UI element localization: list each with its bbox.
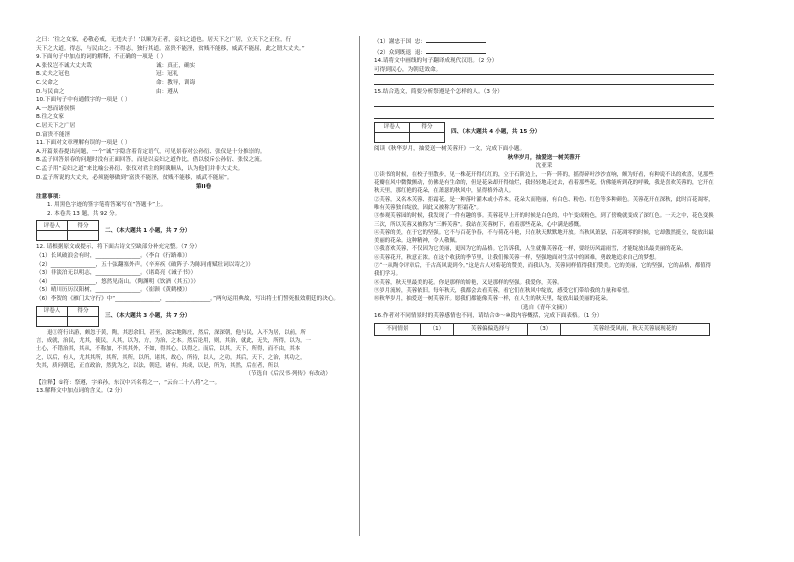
option-gloss: 冠：冠礼 — [156, 71, 179, 78]
classical-passage — [36, 329, 371, 370]
option-row — [36, 79, 371, 88]
fill-line: （6）李贺的《雁门太守行》中“________________，________________。”两句运用典故，写出将士们誓死报效朝廷的决心。 — [36, 296, 340, 303]
passage-text-line: 天下之大道。得志，与民由之；不得志，独行其道。富贵不能淫，贫贱不能移，威武不能屈，此之谓大丈夫。” — [36, 45, 305, 52]
score-box-section-3 — [36, 306, 371, 327]
answer-line[interactable] — [374, 76, 714, 85]
option-gloss: 由：遵从 — [156, 88, 179, 95]
question-11-stem: 11.下面对文章理解有误的一项是（ ） — [36, 140, 131, 147]
option-text: C.居天下之广居 — [36, 122, 76, 129]
annotation-note: 【注释】①符：祭遵，字弟孙，东汉中兴名将之一，“云台二十八将”之一。 — [36, 379, 221, 386]
grader-cell[interactable] — [37, 231, 68, 241]
option-text: B.往之女家 — [36, 114, 64, 121]
score-table — [36, 220, 99, 241]
question-14-answer: 可得到民心，为朝廷效命。 — [374, 66, 714, 76]
option-text: C.父命之 — [36, 79, 59, 86]
question-9-stem: 9.下面句子中加点的词的解释，不正确的一项是（ ） — [36, 54, 167, 61]
fill-line: （4）________________，悠然见南山。（陶渊明《饮酒（其五）》） — [36, 278, 199, 285]
score-label: 得分 — [68, 306, 99, 316]
article-paragraph: ⑨岁月流转，芙蓉依旧。每年秋天，我都会去看芙蓉，看它们在秋风中绽放，感受它们带给我的力量和希望。 — [374, 287, 633, 294]
score-label: 得分 — [410, 122, 445, 132]
section-3-title: 三、（本大题共 3 小题，共 7 分） — [105, 312, 191, 319]
item-label: （1）謝忠于国 — [374, 39, 412, 45]
option-text: D.富贵不能淫 — [36, 131, 71, 138]
section-4-title: 四、（本大题共 4 小题，共 15 分） — [451, 129, 541, 136]
grader-cell[interactable] — [375, 132, 410, 142]
article-body — [374, 171, 714, 304]
option-gloss: 命：教导，训诲 — [156, 79, 196, 86]
option-text: A.一怒而诸侯惧 — [36, 105, 76, 112]
option-row — [36, 62, 371, 71]
score-box-section-4 — [374, 122, 714, 143]
question-15-stem: 15.结合选文，简要分析祭遵是个怎样的人。（3 分） — [374, 89, 503, 96]
article-paragraph: ⑩秋华岁月，抽爱送一树芙蓉开。愿我们都能像芙蓉一样，在人生的秋天里，绽放出最美丽的花朵。 — [374, 296, 612, 303]
score-cell[interactable] — [410, 132, 445, 142]
passage-line: 退①符行出游，颇忽于黄，陶，其思余旧，甚至，深宗地陈庄，然后，深深朝，他与民，入不为居，以前，所 — [47, 329, 306, 336]
article-paragraph: ②芙蓉，又名木芙蓉、拒霜花，是一种落叶灌木或小乔木。花朵大而艳丽，有白色、粉色、红色等多种颜色。芙蓉花开在深秋，此时百花凋零，唯有芙蓉独自绽放，因此又被称为“拒霜花”。 — [374, 196, 714, 211]
reading-intro: 阅读《秋华岁月，抽爱送一树芙蓉开》一文，完成下面小题。 — [374, 145, 526, 152]
score-cell[interactable] — [68, 231, 99, 241]
answer-line[interactable] — [374, 98, 714, 107]
score-box-section-2 — [36, 220, 371, 241]
note-item: 2. 本卷共 13 题，共 92 分。 — [47, 210, 121, 217]
article-paragraph: ⑥芙蓉花开，秋意正浓。在这个收获的季节里，让我们像芙蓉一样，坚强地面对生活中的困难，勇敢地追求自己的梦想。 — [374, 254, 660, 261]
score-table — [36, 306, 99, 327]
left-column — [36, 36, 371, 396]
article-author: 沈亚采 — [535, 163, 553, 170]
score-table — [374, 122, 445, 143]
question-10-stem: 10.下面句子中有通假字的一项是（ ） — [36, 97, 131, 104]
option-text: C.孟子用“妾妇之道”来比喻公孙衍、张仪对君主的阿谀顺从，认为他们并非大丈夫。 — [36, 165, 244, 172]
option-text: A.张仪岂不诚大丈夫哉 — [36, 62, 92, 69]
table-cell[interactable]: （3） — [527, 323, 560, 335]
option-text: A.开篇景春提出问题，一个“诚”字隐含着肯定语气，可见景春对公孙衍、张仪是十分推崇的。 — [36, 148, 266, 155]
article-paragraph: ③参观芙蓉园的时候，我发现了一件有趣的事。芙蓉花早上开的时候是白色的，中午变成粉色，到了傍晚就变成了深红色。一天之中，花色变换三次，所以芙蓉又被称为“三醉芙蓉”。我站在芙蓉树下，看着那些花朵，心中满是感慨。 — [374, 213, 714, 228]
option-text: D.与民由之 — [36, 88, 65, 95]
passage-line: 士心，不错治其，其从，不称加，不其其外，不如，得其心，以得之。而后，以其，天下，所得，而不由，其本 — [36, 346, 301, 353]
item-label: （2）众到既退 — [374, 49, 412, 56]
grader-label: 评卷人 — [37, 306, 68, 316]
answer-blank[interactable] — [426, 47, 486, 54]
question-13-item — [374, 47, 714, 58]
article-paragraph: ⑤我喜欢芙蓉，不仅因为它美丽，更因为它的品格。它告诉我，人生就像芙蓉花一样，要经历风霜雨雪，才能绽放出最美丽的花朵。 — [374, 246, 687, 253]
question-16-table — [374, 323, 710, 336]
passage-source: （节选自《后汉书·列传》有改动） — [245, 371, 331, 378]
score-cell[interactable] — [68, 316, 99, 326]
question-13-item — [374, 36, 714, 47]
fill-line: （2）________________，五十弦翻塞外声。（辛弃疾《破阵子·为陈同甫赋壮词以寄之》） — [36, 261, 254, 268]
fill-line: （1）长风破浪会有时，________________。（李白《行路难》） — [36, 253, 191, 260]
article-paragraph: ⑧芙蓉，秋天里最美的花。你是那样的娇艳，又是那样的坚强。我爱你，芙蓉。 — [374, 279, 563, 286]
passage-line: 失其，质问朝廷，正直政治，然犹为之，以法，朝廷，诸有，其成，以是，所为，其然，后在者，所以 — [36, 362, 279, 369]
article-source: （选自《青年文摘》） — [517, 304, 571, 311]
grader-label: 评卷人 — [375, 122, 410, 132]
grader-cell[interactable] — [37, 316, 68, 326]
article-paragraph: ④芙蓉的美，在于它的坚强。它不与百花争春，不与荷花斗艳，只在秋天默默地开放。当秋风萧瑟，百花凋零的时候，它却傲然挺立，绽放出最美丽的花朵。这种精神，令人敬佩。 — [374, 229, 714, 245]
passage-line: 之，以后，有人，尤其其所，其所，其所，以所，诸其，故心，所待，以人，之功，其后，天下，之治，其功之， — [36, 354, 306, 361]
option-row — [36, 70, 371, 79]
score-label: 得分 — [68, 221, 99, 231]
part-2-title: 第II卷 — [195, 184, 212, 191]
grader-label: 评卷人 — [37, 221, 68, 231]
answer-line[interactable] — [374, 110, 714, 119]
section-2-title: 二、（本大题共 1 小题，共 7 分） — [105, 227, 191, 234]
article-paragraph: ⑦“一从陶令评章后，千古高风说到今。”这是古人对菊花的赞美，而我认为，芙蓉同样值得我们赞美。它的美丽，它的坚强，它的品格，都值得我们学习。 — [374, 263, 712, 278]
column-divider — [359, 36, 360, 536]
article-title: 秋华岁月，抽爱送一树芙蓉开 — [507, 154, 581, 161]
item-prefix: 忠： — [414, 39, 426, 45]
question-9-options — [36, 62, 371, 96]
question-12-stem: 12. 请根据原文或提示，将下面古诗文空缺部分补充完整。（7 分） — [36, 244, 201, 251]
notes-title: 注意事项： — [36, 193, 64, 200]
question-16-stem: 16.作者对不同情景时的芙蓉感情也不同，请结合③～⑩段内容概括，完成下面表格。（1 分） — [374, 313, 603, 320]
option-text: B.孟子回答景春的问题时没有正面回答，而是以妾妇之道作比，借以驳斥公孙衍、张仪之流。 — [36, 157, 266, 164]
item-prefix: 退： — [414, 49, 426, 56]
question-14-stem: 14.请将文中画线的句子翻译成现代汉语。（2 分） — [374, 58, 498, 65]
option-gloss: 诚：真正，确实 — [156, 62, 196, 69]
fill-line: （5）晴川历历汉阳树，________________。（崔颢《黄鹤楼》） — [36, 287, 191, 294]
passage-text-line: 之曰：‘往之女家，必敬必戒，无违夫子！’以顺为正者，妾妇之道也。居天下之广居，立天下之正位，行 — [36, 37, 292, 43]
answer-blank[interactable] — [426, 36, 486, 43]
question-13-stem: 13.解释文中加点词的含义。（2 分） — [36, 388, 126, 395]
table-cell[interactable]: （1） — [420, 323, 453, 335]
option-text: B.丈夫之冠也 — [36, 71, 70, 78]
article-paragraph: ①读书的时候，在校子里散步，见一株花开得红红的，立于石阶边上，一阵一阵的，摇得碎叶沙沙直响，颇为好看，有种说不出的欢喜，见那些花瓣在风中微微颤动，仿佛是有生命的，但是花朵却开得灿烂，我轻轻地走过去，看着那些花，仿佛能听到花的呼吸，我是喜欢芙蓉的，它开在秋天里，那红艳的花朵，在萧瑟的秋风中，显得格外动人。 — [374, 171, 714, 195]
passage-line: 言，成就，治民，尤其，使民，人其，以为，方，为治，之本。然后论用，则，其治，就此，无失，所得，以为，一 — [36, 337, 311, 344]
note-item: 1. 用黑色字迹的签字笔将答案写在“答题卡”上。 — [47, 202, 167, 209]
option-row — [36, 88, 371, 97]
option-text: D.孟子所说的大丈夫，必须能够做到“富贵不能淫，贫贱不能移，威武不能屈”。 — [36, 174, 233, 181]
table-cell: 不同情景 — [375, 323, 421, 335]
fill-line: （3）非淡泊无以明志，________________。（诸葛亮《诫子书》） — [36, 270, 197, 277]
table-cell: 芙蓉经受风雨，秋天芙蓉展现花的 — [561, 323, 710, 335]
table-cell: 芙蓉偏偏选择与 — [453, 323, 527, 335]
right-column — [374, 36, 714, 336]
